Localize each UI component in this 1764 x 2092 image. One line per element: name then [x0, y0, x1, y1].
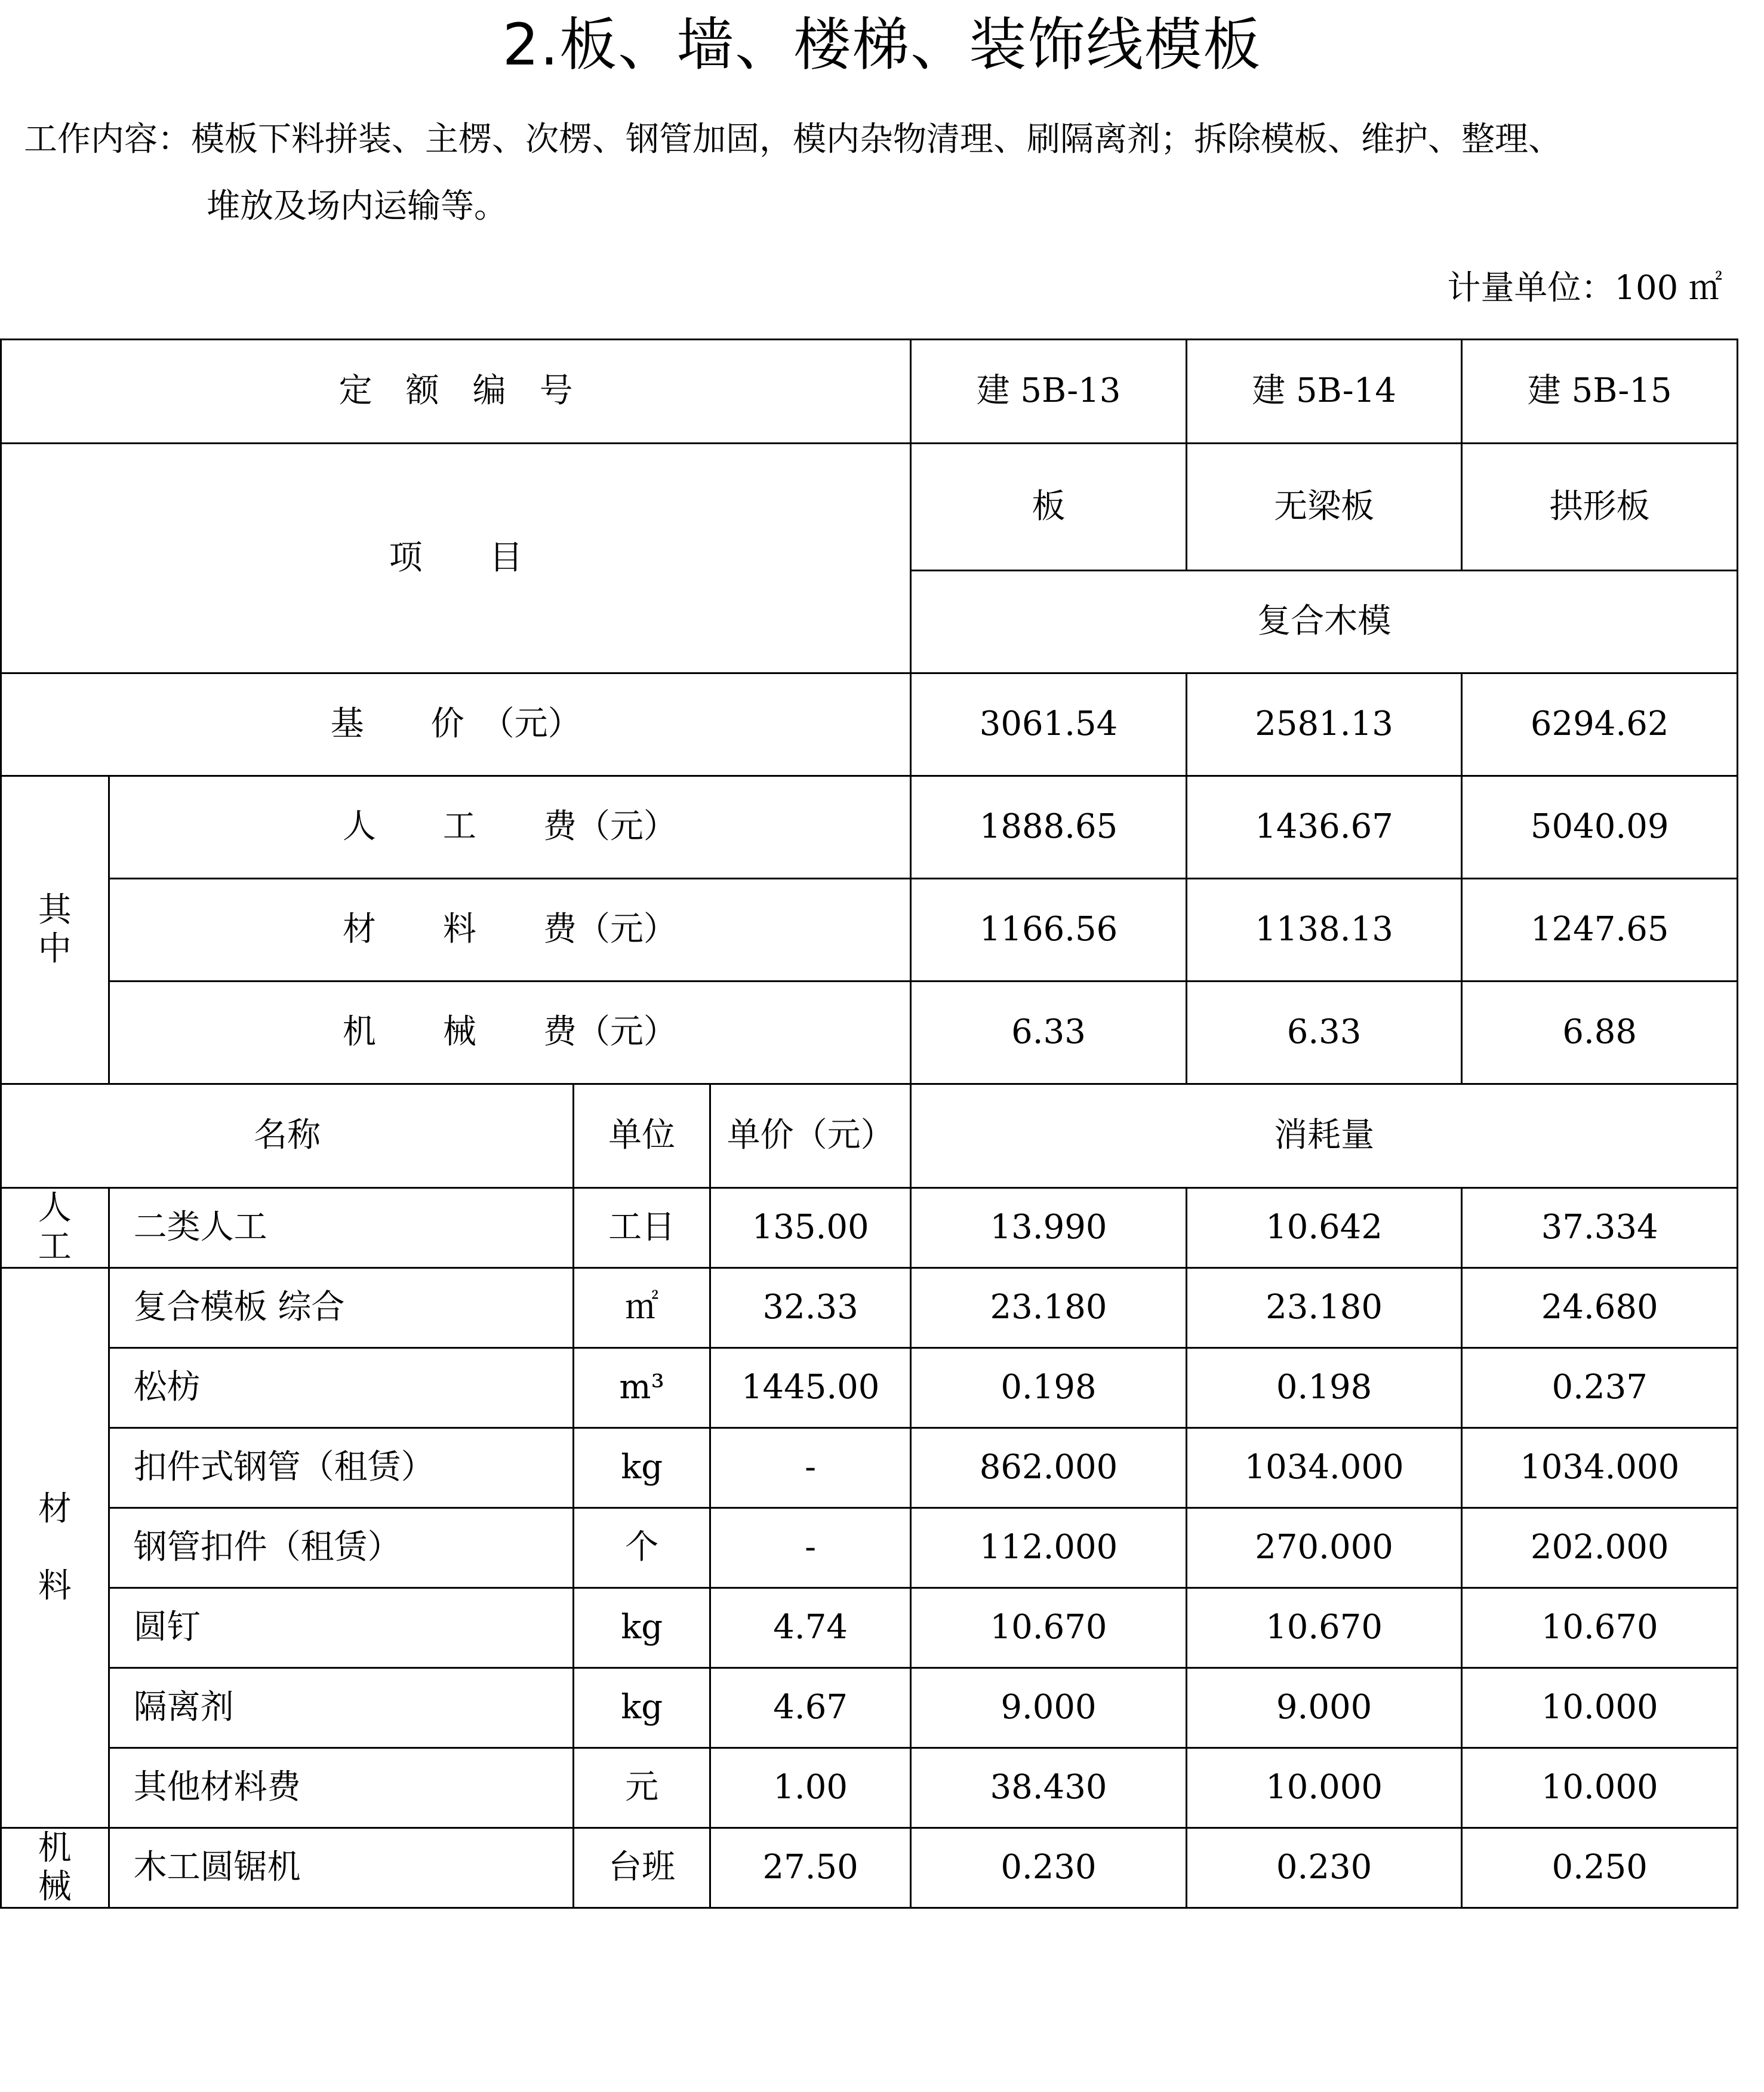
resource-price: 4.74	[710, 1588, 911, 1668]
consumption-value: 24.680	[1462, 1268, 1738, 1348]
quota-code-label: 定 额 编 号	[1, 340, 911, 444]
resource-name: 松枋	[109, 1348, 574, 1428]
machinery-group-label	[1, 1828, 109, 1908]
breakdown-value: 6.33	[1186, 982, 1462, 1084]
measurement-unit: 计量单位：100 ㎡	[1447, 269, 1722, 307]
resource-name: 隔离剂	[109, 1668, 574, 1748]
material-group-label	[1, 1268, 109, 1828]
work-content-line-2: 堆放及场内运输等。	[207, 187, 507, 226]
breakdown-value: 5040.09	[1462, 776, 1738, 879]
labor-group-label	[1, 1188, 109, 1268]
breakdown-row	[1, 776, 1738, 879]
consumption-value: 9.000	[1186, 1668, 1462, 1748]
consumption-value: 862.000	[911, 1428, 1187, 1508]
breakdown-row	[1, 982, 1738, 1084]
material-row	[1, 1268, 1738, 1348]
breakdown-label: 机 械 费（元）	[109, 982, 911, 1084]
machinery-row	[1, 1828, 1738, 1908]
breakdown-label: 人 工 费（元）	[109, 776, 911, 879]
breakdown-label: 材 料 费（元）	[109, 879, 911, 982]
material-type: 复合木模	[911, 571, 1738, 673]
material-group-text: 材 料	[38, 1489, 72, 1605]
base-price-value: 3061.54	[911, 673, 1187, 776]
base-price-row	[1, 673, 1738, 776]
consumption-value: 37.334	[1462, 1188, 1738, 1268]
resource-name: 木工圆锯机	[109, 1828, 574, 1908]
material-row	[1, 1428, 1738, 1508]
resource-unit: 台班	[574, 1828, 710, 1908]
consumption-value: 202.000	[1462, 1508, 1738, 1588]
resource-name: 其他材料费	[109, 1748, 574, 1828]
consumption-value: 0.250	[1462, 1828, 1738, 1908]
resource-unit: 工日	[574, 1188, 710, 1268]
breakdown-value: 1138.13	[1186, 879, 1462, 982]
consumption-value: 38.430	[911, 1748, 1187, 1828]
qizhong-label	[1, 776, 109, 1084]
labor-row	[1, 1188, 1738, 1268]
consumption-value: 10.670	[1186, 1588, 1462, 1668]
material-row	[1, 1348, 1738, 1428]
base-price-value: 2581.13	[1186, 673, 1462, 776]
resource-price: 32.33	[710, 1268, 911, 1348]
resource-unit: 个	[574, 1508, 710, 1588]
consumption-value: 10.642	[1186, 1188, 1462, 1268]
breakdown-value: 1247.65	[1462, 879, 1738, 982]
item-row	[1, 444, 1738, 571]
consumption-value: 270.000	[1186, 1508, 1462, 1588]
quota-table	[0, 339, 1738, 1909]
consumption-value: 0.230	[911, 1828, 1187, 1908]
quota-code: 建 5B-15	[1462, 340, 1738, 444]
header-unit: 单位	[574, 1084, 710, 1188]
resource-name: 钢管扣件（租赁）	[109, 1508, 574, 1588]
qizhong-text: 其 中	[38, 891, 72, 968]
resource-price: -	[710, 1508, 911, 1588]
quota-code: 建 5B-13	[911, 340, 1187, 444]
work-content-line-1: 工作内容：模板下料拼装、主楞、次楞、钢管加固，模内杂物清理、刷隔离剂；拆除模板、维护、整理、	[24, 120, 1562, 159]
base-price-label: 基 价 （元）	[1, 673, 911, 776]
resource-unit: kg	[574, 1588, 710, 1668]
breakdown-value: 1166.56	[911, 879, 1187, 982]
resource-price: 1.00	[710, 1748, 911, 1828]
breakdown-value: 6.88	[1462, 982, 1738, 1084]
consumption-value: 23.180	[1186, 1268, 1462, 1348]
resource-price: -	[710, 1428, 911, 1508]
resource-unit: 元	[574, 1748, 710, 1828]
column-header-row	[1, 1084, 1738, 1188]
labor-group-text: 人 工	[38, 1189, 72, 1266]
consumption-value: 10.670	[911, 1588, 1187, 1668]
resource-unit: ㎡	[574, 1268, 710, 1348]
resource-unit: m³	[574, 1348, 710, 1428]
consumption-value: 0.230	[1186, 1828, 1462, 1908]
resource-name: 圆钉	[109, 1588, 574, 1668]
material-row	[1, 1588, 1738, 1668]
work-content	[24, 106, 1562, 240]
breakdown-value: 1888.65	[911, 776, 1187, 879]
resource-name: 复合模板 综合	[109, 1268, 574, 1348]
quota-code: 建 5B-14	[1186, 340, 1462, 444]
resource-price: 4.67	[710, 1668, 911, 1748]
item-label: 项 目	[1, 444, 911, 673]
resource-name: 二类人工	[109, 1188, 574, 1268]
machinery-group-text: 机 械	[38, 1829, 72, 1906]
resource-price: 135.00	[710, 1188, 911, 1268]
material-row	[1, 1668, 1738, 1748]
item-name: 板	[911, 444, 1187, 571]
header-name: 名称	[1, 1084, 574, 1188]
consumption-value: 10.000	[1462, 1668, 1738, 1748]
resource-unit: kg	[574, 1428, 710, 1508]
quota-code-row	[1, 340, 1738, 444]
resource-price: 1445.00	[710, 1348, 911, 1428]
page-title: 2.板、墙、楼梯、装饰线模板	[502, 11, 1262, 78]
consumption-value: 10.000	[1186, 1748, 1462, 1828]
consumption-value: 1034.000	[1186, 1428, 1462, 1508]
consumption-value: 10.670	[1462, 1588, 1738, 1668]
consumption-value: 0.198	[1186, 1348, 1462, 1428]
resource-name: 扣件式钢管（租赁）	[109, 1428, 574, 1508]
breakdown-value: 6.33	[911, 982, 1187, 1084]
item-name: 无梁板	[1186, 444, 1462, 571]
resource-unit: kg	[574, 1668, 710, 1748]
consumption-value: 112.000	[911, 1508, 1187, 1588]
breakdown-row	[1, 879, 1738, 982]
consumption-value: 1034.000	[1462, 1428, 1738, 1508]
header-consumption: 消耗量	[911, 1084, 1738, 1188]
consumption-value: 23.180	[911, 1268, 1187, 1348]
resource-price: 27.50	[710, 1828, 911, 1908]
material-row	[1, 1748, 1738, 1828]
breakdown-value: 1436.67	[1186, 776, 1462, 879]
header-unit-price: 单价（元）	[710, 1084, 911, 1188]
consumption-value: 9.000	[911, 1668, 1187, 1748]
consumption-value: 13.990	[911, 1188, 1187, 1268]
base-price-value: 6294.62	[1462, 673, 1738, 776]
consumption-value: 0.198	[911, 1348, 1187, 1428]
consumption-value: 0.237	[1462, 1348, 1738, 1428]
material-row	[1, 1508, 1738, 1588]
consumption-value: 10.000	[1462, 1748, 1738, 1828]
item-name: 拱形板	[1462, 444, 1738, 571]
